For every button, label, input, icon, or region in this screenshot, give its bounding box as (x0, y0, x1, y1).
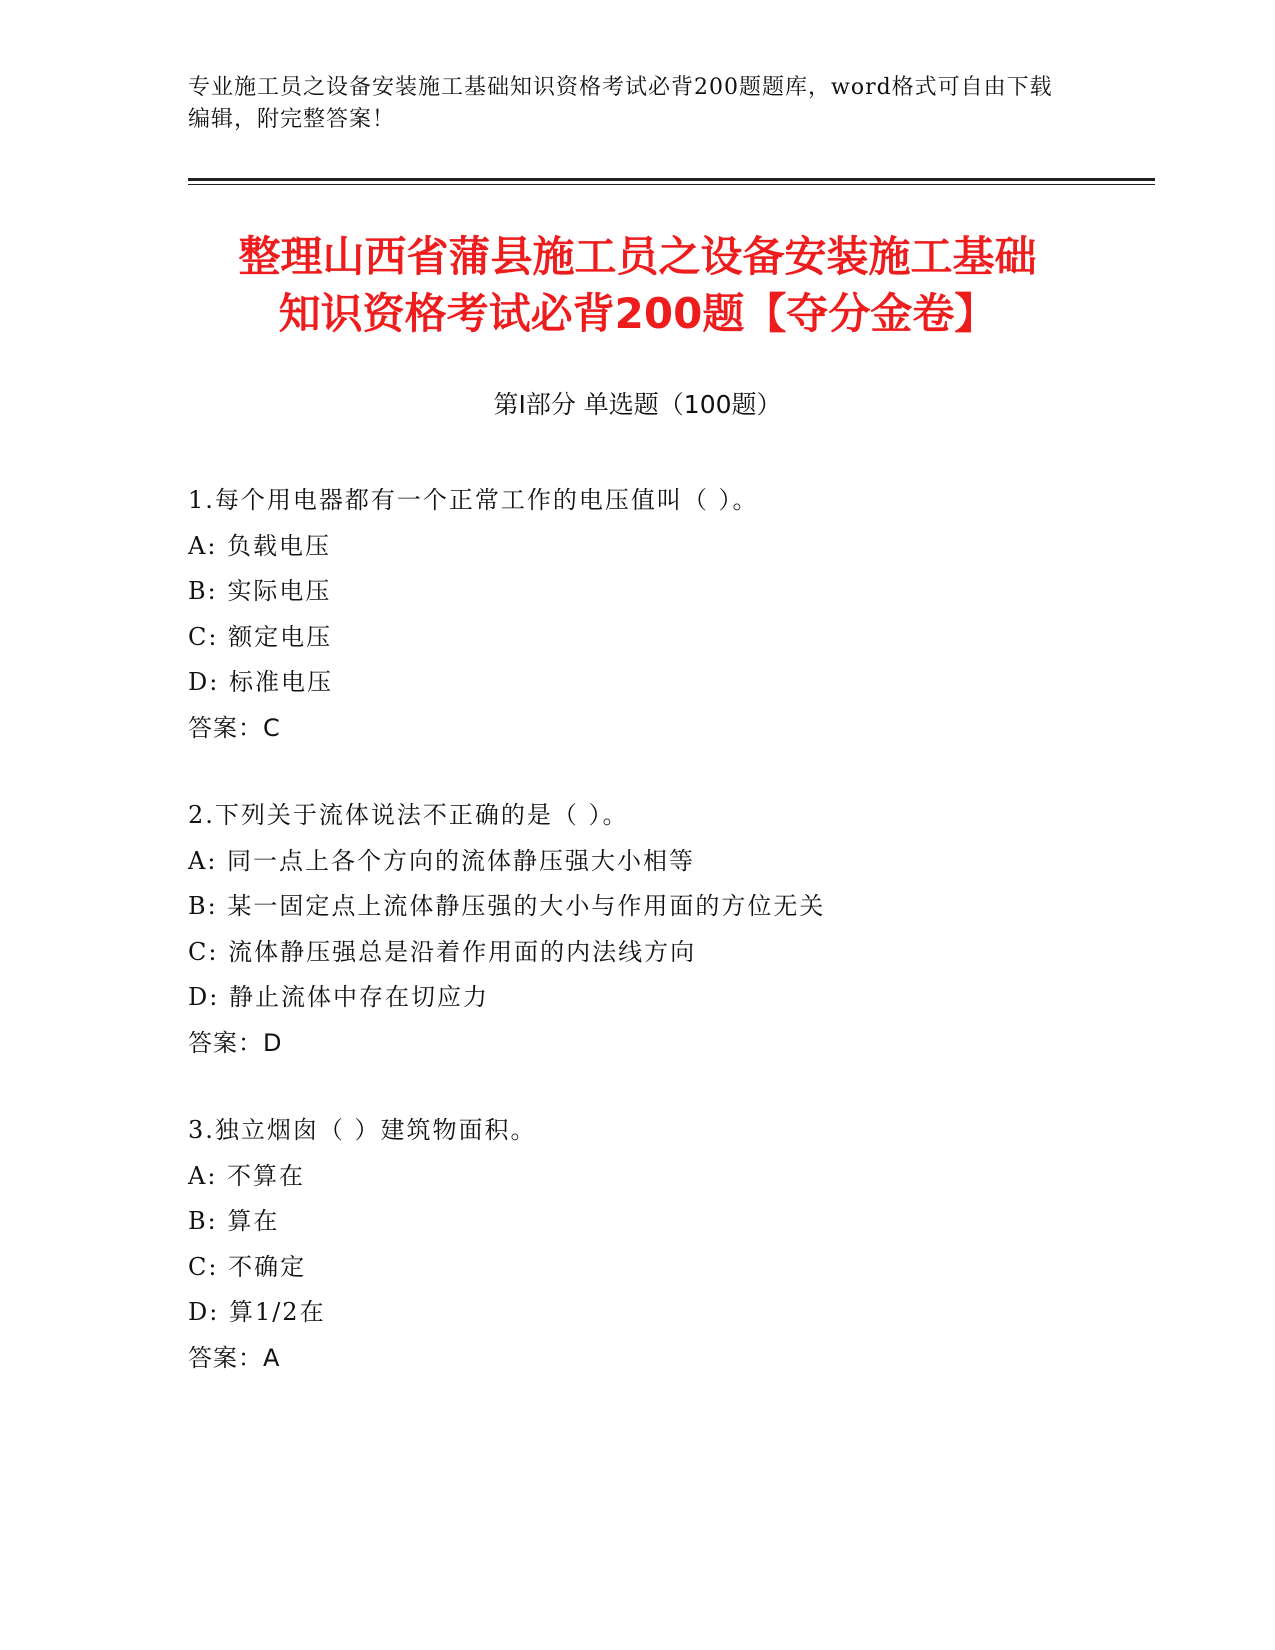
option-c: C: 不确定 (188, 1252, 307, 1281)
answer-label: 答案： (188, 713, 263, 742)
question-3 (188, 1108, 1148, 1381)
header-note: 专业施工员之设备安装施工基础知识资格考试必背200题题库，word格式可自由下载编辑，附完整答案！ (188, 75, 1053, 132)
answer-value: C (263, 713, 281, 742)
option-b: B: 算在 (188, 1207, 280, 1235)
answer-value: A (263, 1343, 281, 1372)
option-d: D: 算1/2在 (188, 1298, 326, 1326)
option-a: A: 不算在 (188, 1161, 306, 1190)
question-1 (188, 478, 1148, 751)
answer-line (188, 1021, 1148, 1067)
answer-label: 答案： (188, 1343, 263, 1372)
answer-label: 答案： (188, 1028, 263, 1057)
question-list (188, 478, 1148, 1423)
answer-value: D (263, 1028, 283, 1057)
question-stem: 2.下列关于流体说法不正确的是（ ）。 (188, 801, 629, 829)
question-stem: 1.每个用电器都有一个正常工作的电压值叫（ ）。 (188, 486, 759, 514)
answer-line (188, 706, 1148, 752)
question-stem: 3.独立烟囱（ ）建筑物面积。 (188, 1116, 537, 1144)
title-line-2: 知识资格考试必背200题【夺分金卷】 (278, 289, 997, 338)
document-title (150, 228, 1125, 342)
title-line-1: 整理山西省蒲县施工员之设备安装施工基础 (238, 232, 1037, 281)
option-a: A: 同一点上各个方向的流体静压强大小相等 (188, 846, 696, 875)
option-a: A: 负载电压 (188, 531, 332, 560)
option-d: D: 静止流体中存在切应力 (188, 983, 489, 1011)
option-b: B: 某一固定点上流体静压强的大小与作用面的方位无关 (188, 892, 826, 920)
header-rule-thin (188, 184, 1155, 185)
option-c: C: 额定电压 (188, 622, 333, 651)
answer-line (188, 1336, 1148, 1382)
option-d: D: 标准电压 (188, 668, 333, 696)
header-rule-thick (188, 178, 1155, 181)
option-c: C: 流体静压强总是沿着作用面的内法线方向 (188, 937, 697, 966)
option-b: B: 实际电压 (188, 577, 332, 605)
question-2 (188, 793, 1148, 1066)
section-heading: 第Ⅰ部分 单选题（100题） (493, 390, 782, 419)
